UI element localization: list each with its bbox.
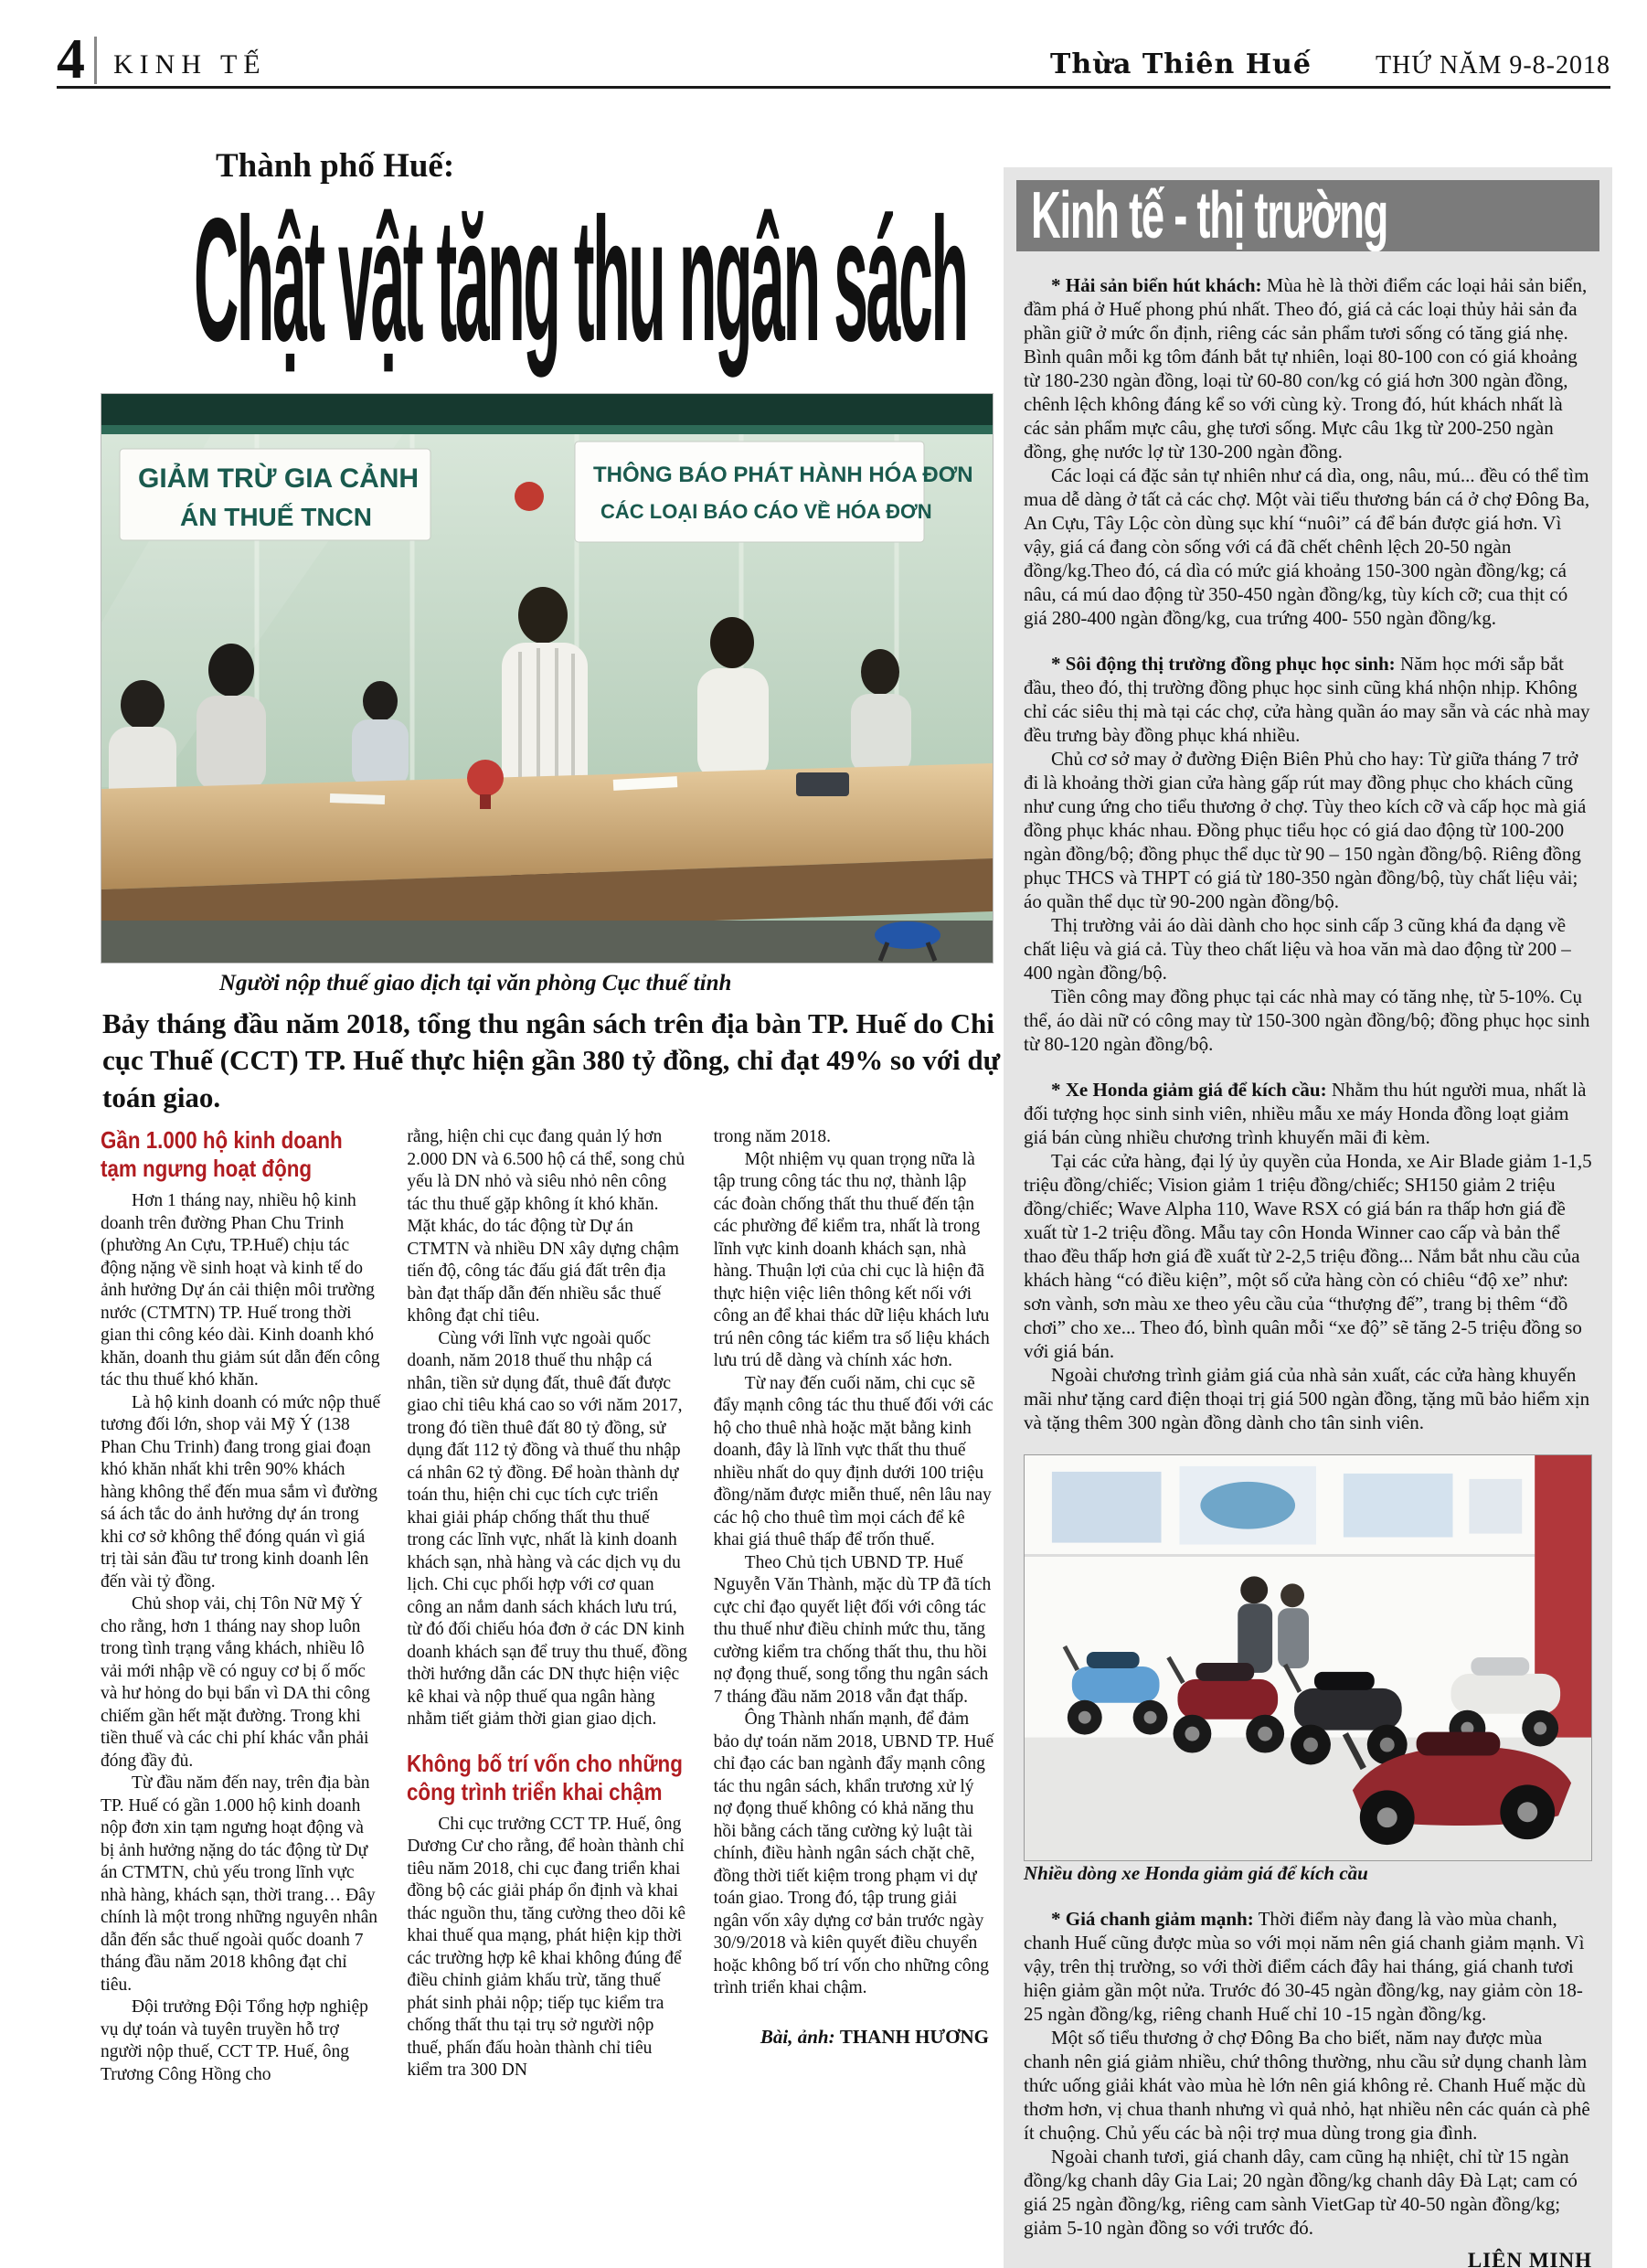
header-right (1050, 48, 1610, 86)
page-header (57, 27, 1610, 89)
tax-sign-left-line1: GIẢM TRỪ GIA CẢNH (138, 463, 420, 494)
article-column-2 (407, 1126, 687, 2086)
body-paragraph: Từ nay đến cuối năm, chi cục sẽ đẩy mạnh công tác thu thuế đối với các hộ cho thuê nhà hoặc mặt bằng kinh doanh, đây là lĩnh vực thất thu thuế nhiều nhất do quy định dưới 100 triệu đồng/năm được miễn thuế, nên lâu nay các hộ cho thuê tìm mọi cách để kê khai giá thuê thấp để trốn thuế. (713, 1373, 994, 1549)
article-lead: Bảy tháng đầu năm 2018, tổng thu ngân sách trên địa bàn TP. Huế do Chi cục Thuế (CCT) TP. Huế thực hiện gần 380 tỷ đồng, chỉ đạt 49% so với dự toán giao. (102, 1007, 1001, 1113)
sidebar-body (1004, 273, 1612, 2268)
sidebar-item-text: Năm học mới sắp bắt đầu, theo đó, thị trường đồng phục học sinh cũng khá nhộn nhịp. Không chỉ các siêu thị mà tại các chợ, cửa hàng quần áo may sẵn và các nhà may đều trưng bày đồng phục khá nhiều. (1024, 653, 1590, 746)
page-number: 4 (57, 28, 85, 91)
sidebar-kinh-te-thi-truong (1004, 167, 1612, 2268)
article-column-1 (101, 1126, 381, 2086)
body-paragraph: Ông Thành nhấn mạnh, để đảm bảo dự toán năm 2018, UBND TP. Huế chỉ đạo các ban ngành đẩy mạnh công tác thu ngân sách, khẩn trương xử lý nợ đọng thuế không có khả năng thu hồi bằng cách tăng cường kỷ luật tài chính, điều hành ngân sách chặt chẽ, đồng thời tiết kiệm trong phạm vi dự toán giao. Trong đó, tập trung giải ngân vốn xây dựng cơ bản trước ngày 30/9/2018 và kiên quyết điều chuyển hoặc không bố trí vốn cho những công trình triển khai chậm. (713, 1709, 994, 1997)
red-emblem-icon (515, 482, 544, 511)
tax-office-photo-illustration (101, 394, 993, 963)
header-left (57, 28, 267, 91)
publication-date: THỨ NĂM 9-8-2018 (1375, 51, 1610, 80)
body-paragraph: Một nhiệm vụ quan trọng nữa là tập trung công tác thu nợ, thành lập các đoàn chống thất thu thuế đến tận các phường để kiểm tra, nhất là trong lĩnh vực kinh doanh khách sạn, nhà hàng. Thuận lợi của chi cục là hiện đã thực hiện việc liên thông kết nối với công an để khai thác dữ liệu khách lưu trú nên công tác kiểm tra số liệu khách lưu trú dễ dàng và chính xác hơn. (713, 1149, 990, 1370)
sidebar-paragraph: Thị trường vải áo dài dành cho học sinh cấp 3 cũng khá đa dạng về chất liệu và giá cả. Tùy theo chất liệu và hoa văn mà dao động từ 200 – 400 ngàn đồng/bộ. (1024, 914, 1571, 984)
sidebar-title-bar (1016, 180, 1599, 251)
masthead: Thừa Thiên Huế (1050, 48, 1312, 80)
sidebar-paragraph: Ngoài chương trình giảm giá của nhà sản xuất, các cửa hàng khuyến mãi như tặng card điện thoại trị giá 500 ngàn đồng, tặng mũ bảo hiểm xịn và tặng thêm 300 ngàn đồng dành cho tân sinh viên. (1024, 1364, 1590, 1433)
section-title: KINH TẾ (113, 49, 267, 80)
honda-showroom-photo (1024, 1454, 1592, 1861)
body-paragraph: Là hộ kinh doanh có mức nộp thuế tương đối lớn, shop vải Mỹ Ý (138 Phan Chu Trinh) đang trong giai đoạn khó khăn nhất khi trên 90% khách hàng không thể đến mua sắm vì đường sá ách tắc do ảnh hưởng dự án trong khi cơ sở không thể đóng quán vì giá trị tài sản đầu tư trong kinh doanh lên đến vài tỷ đồng. (101, 1392, 381, 1592)
sidebar-item-lead: * Sôi động thị trường đồng phục học sinh: (1051, 653, 1396, 675)
sidebar-item (1024, 1907, 1592, 2026)
sidebar-paragraph: Chủ cơ sở may ở đường Điện Biên Phủ cho hay: Từ giữa tháng 7 trở đi là khoảng thời gian cửa hàng gấp rút may đồng phục cho khách cũng như cung ứng cho tiểu thương ở chợ. Tùy theo kích cỡ và cấp học mà giá đồng phục khác nhau. Đồng phục tiểu học có giá dao động từ 100-200 ngàn đồng/bộ; đồng phục thể dục từ 90 – 150 ngàn đồng/bộ. Riêng đồng phục THCS và THPT có giá từ 180-350 ngàn đồng/bộ, tùy chất liệu vải; áo quần thể dục từ 90-200 ngàn đồng/bộ. (1024, 748, 1587, 912)
byline (714, 2026, 994, 2049)
body-paragraph: Chủ shop vải, chị Tôn Nữ Mỹ Ý cho rằng, hơn 1 tháng nay shop luôn trong tình trạng vắng khách, nhiều lô vải mới nhập về có nguy cơ bị ố mốc và hư hỏng do bụi bẩn vì DA thi công chiếm gần hết mặt đường. Trong khi tiền thuế và các chi phí khác vẫn phải đóng đầy đủ. (101, 1594, 370, 1771)
honda-showroom-illustration (1025, 1455, 1591, 1860)
article-columns (101, 1126, 994, 2086)
sidebar-item-lead: * Giá chanh giảm mạnh: (1051, 1908, 1254, 1930)
sidebar-item (1024, 273, 1592, 463)
main-photo-caption: Người nộp thuế giao dịch tại văn phòng Cục thuế tỉnh (219, 971, 732, 996)
body-paragraph: trong năm 2018. (713, 1127, 832, 1146)
sidebar-signature: LIÊN MINH (1467, 2249, 1592, 2268)
article-kicker: Thành phố Huế: (216, 147, 455, 185)
sidebar-item-lead: * Hải sản biển hút khách: (1051, 274, 1262, 296)
article-column-3 (714, 1126, 994, 2086)
sidebar-paragraph: Một số tiểu thương ở chợ Đông Ba cho biết, năm nay được mùa chanh nên giá giảm nhiều, chứ thông thường, nhu cầu sử dụng chanh làm thức uống giải khát vào mùa hè lớn nên giá không rẻ. Chanh Huế mặc dù thơm hơn, vị chua thanh nhưng vì quả nhỏ, hạt nhiều nên các quán cà phê ít chuộng. Chủ yếu các bà nội trợ mua dùng trong gia đình. (1024, 2027, 1590, 2144)
sidebar-item (1024, 652, 1592, 747)
body-paragraph: rằng, hiện chi cục đang quản lý hơn 2.000 DN và 6.500 hộ cá thể, song chủ yếu là DN nhỏ và siêu nhỏ nên công tác thu thuế gặp không ít khó khăn. Mặt khác, do tác động từ Dự án CTMTN và nhiều DN xây dựng chậm tiến độ, công tác đấu giá đất trên địa bàn đạt thấp dẫn đến nhiều sắc thuế không đạt chỉ tiêu. (407, 1127, 685, 1326)
sidebar-item (1024, 1078, 1592, 1149)
body-paragraph: Cùng với lĩnh vực ngoài quốc doanh, năm 2018 thuế thu nhập cá nhân, tiền sử dụng đất, thuê đất được giao chỉ tiêu khá cao so với năm 2017, trong đó tiền thuê đất 80 tỷ đồng, sử dụng đất 112 tỷ đồng và thuế thu nhập cá nhân 62 tỷ đồng. Để hoàn thành dự toán thu, hiện chi cục tích cực triển khai giải pháp chống thất thu thuế trong các lĩnh vực, nhất là kinh doanh khách sạn, nhà hàng và các dịch vụ du lịch. Chi cục phối hợp với cơ quan công an nắm danh sách khách lưu trú, từ đó đối chiếu hóa đơn ở các DN kinh doanh khách sạn để truy thu thuế, đồng thời hướng dẫn các DN thực hiện việc kê khai và nộp thuế qua ngân hàng nhằm tiết giảm thời gian giao dịch. (407, 1328, 687, 1729)
subhead-2: Không bố trí vốn cho những công trình triển khai chậm (407, 1749, 684, 1805)
sidebar-paragraph: Các loại cá đặc sản tự nhiên như cá dìa, ong, nâu, mú... đều có thể tìm mua dễ dàng ở tất cả các chợ. Một vài tiểu thương bán cá ở chợ Đông Ba, An Cựu, Tây Lộc còn dùng sục khí “nuôi” cá để bán được giá hơn. Vì vậy, giá cá đang còn sống với cá đã chết chênh lệch 20-50 ngàn đồng/kg.Theo đó, cá dìa có mức giá khoảng 150-300 ngàn đồng/kg; cá nâu, cá mú dao động từ 350-450 ngàn đồng/kg, tùy kích cỡ; cua thịt có giá 280-400 ngàn đồng/kg, cua trứng 400- 550 ngàn đồng/kg. (1024, 464, 1590, 629)
body-paragraph: Hơn 1 tháng nay, nhiều hộ kinh doanh trên đường Phan Chu Trinh (phường An Cựu, TP.Huế) chịu tác động nặng về sinh hoạt và kinh tế do ảnh hưởng Dự án cải thiện môi trường nước (CTMTN) TP. Huế trong thời gian thi công kéo dài. Kinh doanh khó khăn, doanh thu giảm sút dẫn đến công tác thu thuế khó khăn. (101, 1191, 380, 1390)
body-paragraph: Từ đầu năm đến nay, trên địa bàn TP. Huế có gần 1.000 hộ kinh doanh nộp đơn xin tạm ngưng hoạt động và bị ảnh hưởng nặng do tác động từ Dự án CTMTN, chủ yếu trong lĩnh vực nhà hàng, khách sạn, thời trang… Đây chính là một trong những nguyên nhân dẫn đến sắc thuế ngoài quốc doanh 7 tháng đầu năm 2018 không đạt chỉ tiêu. (101, 1773, 378, 1995)
subhead-1: Gần 1.000 hộ kinh doanh tạm ngưng hoạt động (101, 1126, 343, 1182)
sidebar-title: Kinh tế - thị trường (1031, 180, 1388, 251)
tax-sign-right-line1: THÔNG BÁO PHÁT HÀNH HÓA ĐƠN (593, 463, 973, 487)
article-headline-text: Chật vật tăng thu ngân sách (194, 181, 967, 378)
body-paragraph: Chi cục trưởng CCT TP. Huế, ông Dương Cư cho rằng, để hoàn thành chỉ tiêu năm 2018, chi cục đang triển khai đồng bộ các giải pháp ổn định và khai thác nguồn thu, tăng cường theo dõi kê khai thuế qua mạng, phát hiện kịp thời các trường hợp kê khai không đúng để điều chỉnh giảm khấu trừ, tăng thuế phát sinh phải nộp; tiếp tục kiểm tra chống thất thu tại trụ sở người nộp thuế, phấn đấu hoàn thành chỉ tiêu kiểm tra 300 DN (407, 1814, 685, 2080)
body-paragraph: Đội trưởng Đội Tổng hợp nghiệp vụ dự toán và tuyên truyền hỗ trợ người nộp thuế, CCT TP. Huế, ông Trương Công Hồng cho (101, 1997, 368, 2084)
tax-office-photo (101, 393, 994, 964)
sidebar-item-lead: * Xe Honda giảm giá để kích cầu: (1051, 1079, 1327, 1101)
body-paragraph: Theo Chủ tịch UBND TP. Huế Nguyễn Văn Thành, mặc dù TP đã tích cực chỉ đạo quyết liệt đối với công tác thu thuế như điều chỉnh mức thu, tăng cường kiểm tra chống thất thu, thu hồi nợ đọng thuế, song tổng thu ngân sách 7 tháng đầu năm 2018 vẫn đạt thấp. (713, 1552, 992, 1707)
header-divider (94, 37, 97, 84)
sidebar-paragraph: Tiền công may đồng phục tại các nhà may có tăng nhẹ, từ 5-10%. Cụ thể, áo dài nữ có công may từ 150-300 ngàn đồng/bộ; đồng phục học sinh từ 80-120 ngàn đồng/bộ. (1024, 985, 1590, 1055)
sidebar-item-text: Nhằm thu hút người mua, nhất là đối tượng học sinh sinh viên, nhiều mẫu xe máy Honda đồng loạt giảm giá bán cùng nhiều chương trình khuyến mãi đi kèm. (1024, 1079, 1587, 1148)
sidebar-item-text: Mùa hè là thời điểm các loại hải sản biển, đầm phá ở Huế phong phú nhất. Theo đó, giá cả các loại thủy hải sản đa phần giữ ở mức ổn định, riêng các sản phẩm tươi sống có tăng giá nhẹ. Bình quân mỗi kg tôm đánh bắt tự nhiên, loại 80-100 con có giá khoảng từ 180-230 ngàn đồng, loại từ 60-80 con/kg có giá hơn 300 ngàn đồng, chênh lệch không đáng kể so với cùng kỳ. Trong đó, hút khách nhất là các sản phẩm mực câu, ghẹ tươi sống. Mực câu 1kg từ 200-250 ngàn đồng, ghẹ nước lợ từ 130-200 ngàn đồng. (1024, 274, 1588, 463)
sidebar-photo-caption: Nhiều dòng xe Honda giảm giá để kích cầu (1024, 1862, 1368, 1884)
article-headline (194, 181, 1071, 386)
byline-name: THANH HƯƠNG (839, 2025, 989, 2048)
sidebar-item-text: Thời điểm này đang là vào mùa chanh, chanh Huế cũng được mùa so với mọi năm nên giá chanh giảm mạnh. Vì vậy, trên thị trường, so với thời điểm cách đây hai tháng, giá chanh tươi hiện giảm gần một nửa. Trước đó 30-45 ngàn đồng/kg, nay giảm còn 18-25 ngàn đồng/kg, riêng chanh Huế chỉ 10 -15 ngàn đồng/kg. (1024, 1908, 1585, 2025)
tax-sign-right-line2: CÁC LOẠI BÁO CÁO VỀ HÓA ĐƠN (600, 500, 932, 523)
sidebar-paragraph: Ngoài chanh tươi, giá chanh dây, cam cũng hạ nhiệt, chỉ từ 15 ngàn đồng/kg chanh dây Gia Lai; 20 ngàn đồng/kg chanh dây Đà Lạt; cam có giá 25 ngàn đồng/kg, riêng cam sành VietGap từ 40-50 ngàn đồng/kg; giảm 5-10 ngàn đồng so với trước đó. (1024, 2146, 1578, 2239)
sidebar-paragraph: Tại các cửa hàng, đại lý ủy quyền của Honda, xe Air Blade giảm 1-1,5 triệu đồng/chiếc; Vision giảm 1 triệu đồng/chiếc; SH150 giảm 2 triệu đồng/chiếc; Wave Alpha 110, Wave RSX có giá bán ra thấp hơn giá đề xuất từ 1-2 triệu đồng. Mẫu tay côn Honda Winner cao cấp và bản thể thao đều thấp hơn giá đề xuất từ 2-2,5 triệu đồng... Nắm bắt nhu cầu của khách hàng “có điều kiện”, một số cửa hàng còn có chiêu “độ xe” như: sơn vành, sơn màu xe theo yêu cầu của “thượng đế”, trang bị thêm “đồ chơi” cho xe... Theo đó, bình quân mỗi “xe độ” sẽ tăng 2-5 triệu đồng so với giá bán. (1024, 1150, 1592, 1362)
byline-prefix: Bài, ảnh: (760, 2025, 835, 2048)
tax-sign-left-line2: ÁN THUẾ TNCN (180, 503, 372, 531)
